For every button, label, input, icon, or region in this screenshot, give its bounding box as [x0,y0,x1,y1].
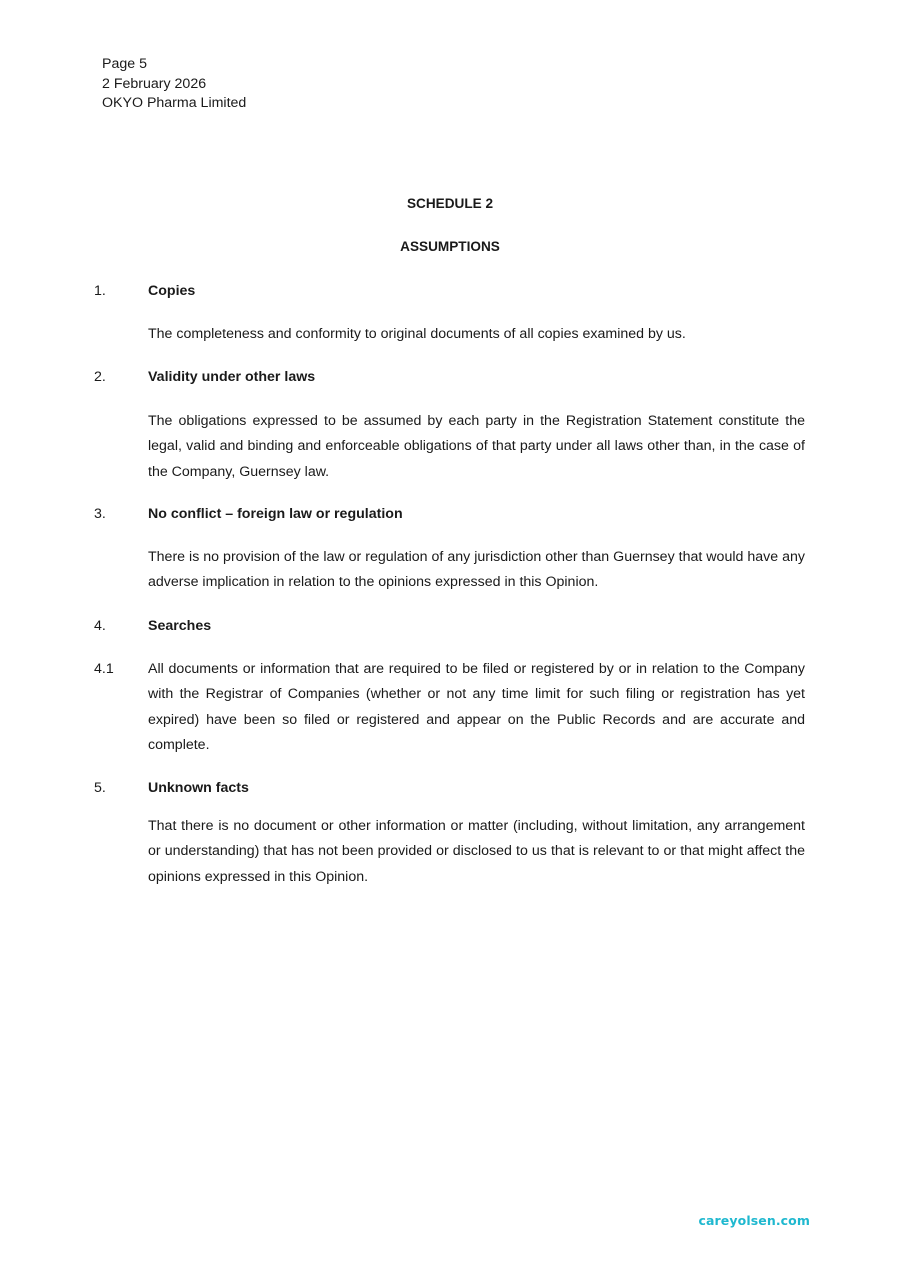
document-date: 2 February 2026 [102,75,207,92]
section-number: 5. [94,780,106,796]
section-number: 2. [94,369,106,385]
subsection-number: 4.1 [94,661,114,677]
section-number: 4. [94,618,106,634]
page-header [102,55,246,114]
section-heading: Copies [148,283,196,299]
schedule-title: SCHEDULE 2 [406,196,494,211]
section-body: All documents or information that are required to be filed or registered by or in relation to the Company with the Registrar of Companies (whether or not any time limit for such filing or registration has yet expired) have been so filed or registered and appear on the Public Records and are accurate and complete. [148,661,805,753]
section-heading: No conflict – foreign law or regulation [148,506,403,522]
section-body: There is no provision of the law or regulation of any jurisdiction other than Guernsey that would have any adverse implication in relation to the opinions expressed in this Opinion. [148,549,805,591]
section-body: The completeness and conformity to original documents of all copies examined by us. [148,326,686,342]
section-heading: Validity under other laws [148,369,316,385]
schedule-subtitle: ASSUMPTIONS [400,239,500,254]
section-body: That there is no document or other information or matter (including, without limitation, any arrangement or understanding) that has not been provided or disclosed to us that is relevant to or that might affect the opinions expressed in this Opinion. [148,818,805,885]
website-link[interactable]: careyolsen.com [698,1213,810,1228]
page-number: Page 5 [102,56,147,72]
section-number: 1. [94,283,106,299]
section-heading: Searches [148,618,212,634]
section-body: The obligations expressed to be assumed by each party in the Registration Statement constitute the legal, valid and binding and enforceable obligations of that party under all laws other than, in the case of the Company, Guernsey law. [148,413,805,480]
section-heading: Unknown facts [148,780,249,796]
section-number: 3. [94,506,106,522]
addressee-company: OKYO Pharma Limited [102,95,247,111]
